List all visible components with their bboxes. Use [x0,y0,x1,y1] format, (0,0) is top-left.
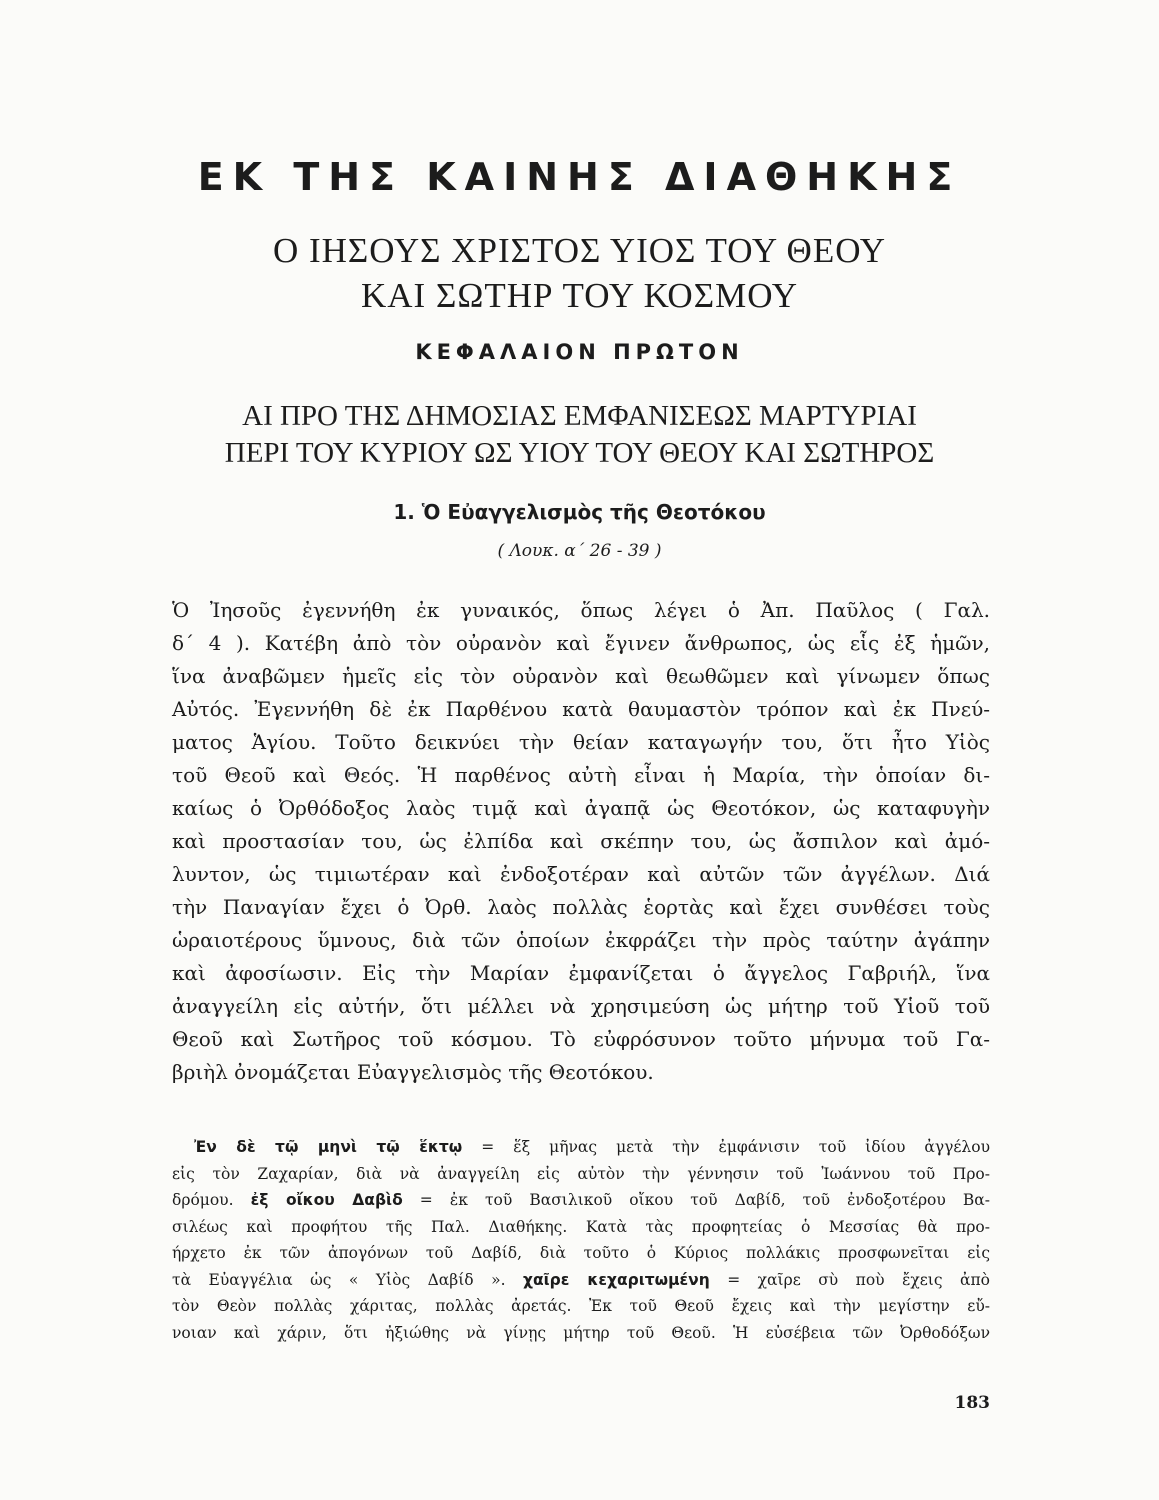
commentary-text: = ἕξ μῆνας μετὰ τὴν ἐμφάνισιν τοῦ ἰδίου ἀγγέλου [462,1138,990,1156]
commentary-line [172,1187,990,1214]
commentary-text: = χαῖρε σὺ ποὺ ἔχεις ἀπὸ [709,1270,991,1289]
body-line: ἀναγγείλη εἰς αὐτήν, ὅτι μέλλει νὰ χρησιμεύση ὡς μήτηρ τοῦ Υἱοῦ τοῦ [172,994,990,1018]
body-line: Θεοῦ καὶ Σωτῆρος τοῦ κόσμου. Τὸ εὐφρόσυνον τοῦτο μήνυμα τοῦ Γα- [172,1027,990,1051]
body-line: καίως ὁ Ὀρθόδοξος λαὸς τιμᾷ καὶ ἀγαπᾷ ὡς Θεοτόκον, ὡς καταφυγὴν [172,796,990,820]
body-line: τὴν Παναγίαν ἔχει ὁ Ὀρθ. λαὸς πολλὰς ἑορτὰς καὶ ἔχει συνθέσει τοὺς [172,895,990,919]
commentary-line: σιλέως καὶ προφήτου τῆς Παλ. Διαθήκης. Κατὰ τὰς προφητείας ὁ Μεσσίας θὰ προ- [172,1217,990,1236]
body-line: Ὁ Ἰησοῦς ἐγεννήθη ἐκ γυναικός, ὅπως λέγει ὁ Ἀπ. Παῦλος ( Γαλ. [172,598,990,622]
body-line: λυντον, ὡς τιμιωτέραν καὶ ἐνδοξοτέραν καὶ αὐτῶν τῶν ἀγγέλων. Διά [172,862,990,886]
main-title-line-1: Ο ΙΗΣΟΥΣ ΧΡΙΣΤΟΣ ΥΙΟΣ ΤΟΥ ΘΕΟΥ [272,231,887,270]
subsection-heading: 1. Ὁ Εὐαγγελισμὸς τῆς Θεοτόκου [393,500,766,524]
commentary-term: ἐξ οἴκου Δαβὶδ [250,1191,403,1209]
body-line: καὶ προστασίαν του, ὡς ἐλπίδα καὶ σκέπην του, ὡς ἄσπιλον καὶ ἀμό- [172,829,990,853]
main-title-line-2: ΚΑΙ ΣΩΤΗΡ ΤΟΥ ΚΟΣΜΟΥ [360,276,799,315]
body-line: ἵνα ἀναβῶμεν ἡμεῖς εἰς τὸν οὐρανὸν καὶ θεωθῶμεν καὶ γίνωμεν ὅπως [172,664,990,688]
body-line: βριὴλ ὀνομάζεται Εὐαγγελισμὸς τῆς Θεοτόκου. [172,1060,654,1084]
commentary-text: τὰ Εὐαγγέλια ὡς « Υἱὸς Δαβίδ ». [172,1270,523,1289]
body-line: τοῦ Θεοῦ καὶ Θεός. Ἡ παρθένος αὐτὴ εἶναι ἡ Μαρία, τὴν ὁποίαν δι- [172,763,990,787]
body-line: δ΄ 4 ). Κατέβη ἀπὸ τὸν οὐρανὸν καὶ ἔγινεν ἄνθρωπος, ὡς εἷς ἐξ ἡμῶν, [172,631,990,655]
commentary-line [172,1267,990,1294]
commentary-line: ήρχετο ἐκ τῶν ἀπογόνων τοῦ Δαβίδ, διὰ τοῦτο ὁ Κύριος πολλάκις προσφωνεῖται εἰς [172,1244,990,1262]
body-paragraph [172,594,990,1089]
commentary-line: τὸν Θεὸν πολλὰς χάριτας, πολλὰς ἀρετάς. Ἐκ τοῦ Θεοῦ ἔχεις καὶ τὴν μεγίστην εὔ- [172,1297,990,1315]
page-number: 183 [954,1393,990,1413]
commentary-notes [172,1134,990,1346]
section-title-line-1: ΑΙ ΠΡΟ ΤΗΣ ΔΗΜΟΣΙΑΣ ΕΜΦΑΝΙΣΕΩΣ ΜΑΡΤΥΡΙΑΙ [242,400,917,432]
part-title: ΕΚ ΤΗΣ ΚΑΙΝΗΣ ΔΙΑΘΗΚΗΣ [197,155,962,199]
body-line: ματος Ἁγίου. Τοῦτο δεικνύει τὴν θείαν καταγωγήν του, ὅτι ἦτο Υἱὸς [172,730,990,754]
body-line: ὡραιοτέρους ὕμνους, διὰ τῶν ὁποίων ἐκφράζει τὴν πρὸς ταύτην ἀγάπην [172,928,990,952]
body-line: Αὐτός. Ἐγεννήθη δὲ ἐκ Παρθένου κατὰ θαυμαστὸν τρόπον καὶ ἐκ Πνεύ- [172,697,990,721]
commentary-term: χαῖρε κεχαριτωμένη [522,1270,710,1289]
scripture-reference: ( Λουκ. α΄ 26 - 39 ) [497,541,662,561]
body-line: καὶ ἀφοσίωσιν. Εἰς τὴν Μαρίαν ἐμφανίζεται ὁ ἄγγελος Γαβριήλ, ἵνα [172,961,990,985]
chapter-heading: ΚΕΦΑΛΑΙΟΝ ΠΡΩΤΟΝ [415,340,744,364]
section-title-line-2: ΠΕΡΙ ΤΟΥ ΚΥΡΙΟΥ ΩΣ ΥΙΟΥ ΤΟΥ ΘΕΟΥ ΚΑΙ ΣΩΤΗΡΟΣ [224,437,935,469]
commentary-term: Ἐν δὲ τῷ μηνὶ τῷ ἕκτῳ [194,1138,463,1156]
commentary-line: εἰς τὸν Ζαχαρίαν, διὰ νὰ ἀναγγείλη εἰς αὐτὸν τὴν γέννησιν τοῦ Ἰωάννου τοῦ Προ- [172,1164,990,1183]
commentary-text: δρόμου. [172,1191,251,1209]
commentary-line [172,1134,990,1161]
commentary-line: νοιαν καὶ χάριν, ὅτι ἠξιώθης νὰ γίνῃς μήτηρ τοῦ Θεοῦ. Ἡ εὐσέβεια τῶν Ὀρθοδόξων [172,1323,990,1342]
main-title [0,228,1159,318]
commentary-text: = ἐκ τοῦ Βασιλικοῦ οἴκου τοῦ Δαβίδ, τοῦ ἐνδοξοτέρου Βα- [402,1191,990,1209]
section-title [0,398,1159,472]
